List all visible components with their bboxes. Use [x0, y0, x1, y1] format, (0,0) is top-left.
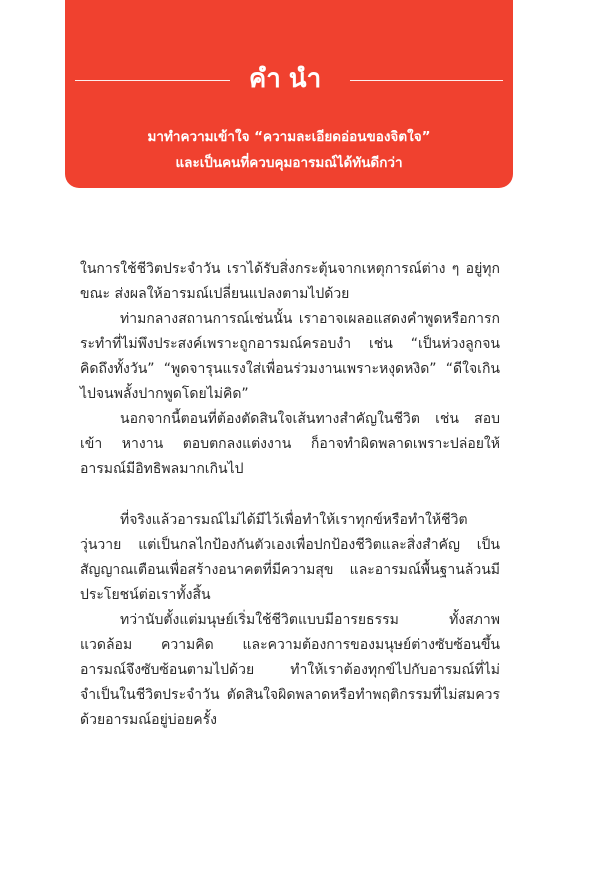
page-title: คำนำ: [248, 64, 330, 94]
page-subtitle: [65, 124, 513, 176]
paragraph-spacer: [80, 482, 500, 508]
subtitle-line-2: และเป็นคนที่ควบคุมอารมณ์ได้ทันดีกว่า: [175, 155, 403, 171]
paragraph-4: ที่จริงแล้วอารมณ์ไม่ได้มีไว้เพื่อทำให้เราทุกข์หรือทำให้ชีวิตวุ่นวาย แต่เป็นกลไกป้องกันตัวเองเพื่อปกป้องชีวิตและสิ่งสำคัญ เป็นสัญญาณเตือนเพื่อสร้างอนาคตที่มีความสุข และอารมณ์พื้นฐานล้วนมีประโยชน์ต่อเราทั้งสิ้น: [80, 512, 500, 603]
paragraph-5: ทว่านับตั้งแต่มนุษย์เริ่มใช้ชีวิตแบบมีอารยธรรม ทั้งสภาพแวดล้อม ความคิด และความต้องการของมนุษย์ต่างซับซ้อนขึ้น อารมณ์จึงซับซ้อนตามไปด้วย ทำให้เราต้องทุกข์ไปกับอารมณ์ที่ไม่จำเป็นในชีวิตประจำวัน ตัดสินใจผิดพลาดหรือทำพฤติกรรมที่ไม่สมควรด้วยอารมณ์อยู่บ่อยครั้ง: [80, 612, 500, 728]
paragraph-1: ในการใช้ชีวิตประจำวัน เราได้รับสิ่งกระตุ้นจากเหตุการณ์ต่าง ๆ อยู่ทุกขณะ ส่งผลให้อารมณ์เปลี่ยนแปลงตามไปด้วย: [80, 261, 500, 302]
subtitle-line-1: มาทำความเข้าใจ “ความละเอียดอ่อนของจิตใจ”: [147, 129, 431, 145]
preface-header-banner: [65, 0, 513, 188]
paragraph-3: นอกจากนี้ตอนที่ต้องตัดสินใจเส้นทางสำคัญในชีวิต เช่น สอบเข้า หางาน ตอบตกลงแต่งงาน ก็อาจทำผิดพลาดเพราะปล่อยให้อารมณ์มีอิทธิพลมากเกินไป: [80, 411, 500, 477]
preface-body: [80, 257, 500, 733]
paragraph-2: ท่ามกลางสถานการณ์เช่นนั้น เราอาจเผลอแสดงคำพูดหรือการกระทำที่ไม่พึงประสงค์เพราะถูกอารมณ์ครอบงำ เช่น “เป็นห่วงลูกจนคิดถึงทั้งวัน” “พูดจารุนแรงใส่เพื่อนร่วมงานเพราะหงุดหงิด” “ดีใจเกินไปจนพลั้งปากพูดโดยไม่คิด”: [80, 311, 500, 402]
